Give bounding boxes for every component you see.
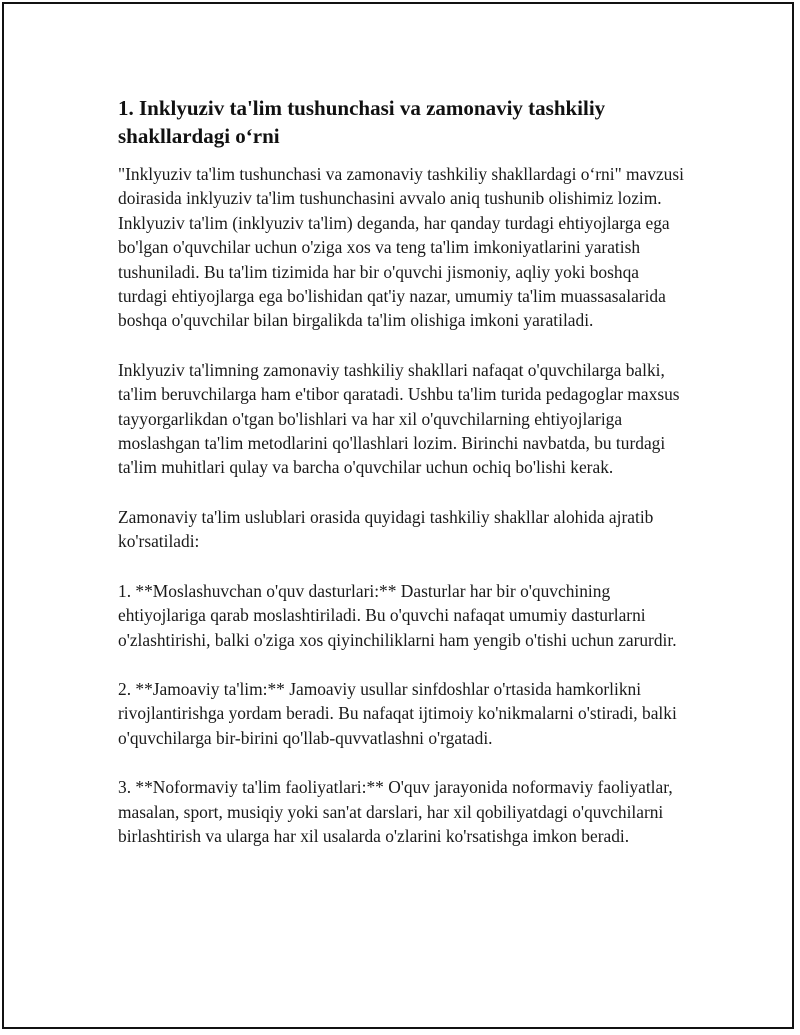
paragraph-list-intro: Zamonaviy ta'lim uslublari orasida quyidagi tashkiliy shakllar alohida ajratib ko'rsatiladi: — [118, 506, 654, 552]
paragraph-organizational-forms: Inklyuziv ta'limning zamonaviy tashkiliy shakllari nafaqat o'quvchilarga balki, ta'lim beruvchilarga ham e'tibor qaratadi. Ushbu ta'lim turida pedagoglar maxsus tayyorgarlikdan o'tgan bo'lishlari va har xil o'quvchilarning ehtiyojlariga moslashgan ta'lim metodlarini qo'llashlari lozim. Birinchi navbatda, bu turdagi ta'lim muhitlari qulay va barcha o'quvchilar uchun ochiq bo'lishi kerak. — [118, 359, 680, 478]
list-item-nonformal-activities: 3. **Noformaviy ta'lim faoliyatlari:** O'quv jarayonida noformaviy faoliyatlar, masalan, sport, musiqiy yoki san'at darslari, har xil qobiliyatdagi o'quvchilarni birlashtirish va ularga har xil usalarda o'zlarini ko'rsatishga imkon beradi. — [118, 777, 673, 846]
list-item-collaborative-learning: 2. **Jamoaviy ta'lim:** Jamoaviy usullar sinfdoshlar o'rtasida hamkorlikni rivojlantirishga yordam beradi. Bu nafaqat ijtimoiy ko'nikmalarni o'stiradi, balki o'quvchilarga bir-birini qo'llab-quvvatlashni o'rgatadi. — [118, 678, 677, 748]
paragraph-intro: "Inklyuziv ta'lim tushunchasi va zamonaviy tashkiliy shakllardagi o‘rni" mavzusi doirasida inklyuziv ta'lim tushunchasini avvalo aniq tushunib olishimiz lozim. Inklyuziv ta'lim (inklyuziv ta'lim) deganda, har qanday turdagi ehtiyojlarga ega bo'lgan o'quvchilar uchun o'ziga xos va teng ta'lim imkoniyatlarini yaratish tushuniladi. Bu ta'lim tizimida har bir o'quvchi jismoniy, aqliy yoki boshqa turdagi ehtiyojlarga ega bo'lishidan qat'iy nazar, umumiy ta'lim muassasalarida boshqa o'quvchilar bilan birgalikda ta'lim olishiga imkoni yaratiladi. — [118, 164, 684, 331]
document-body — [118, 94, 692, 873]
list-item-flexible-curricula: 1. **Moslashuvchan o'quv dasturlari:** Dasturlar har bir o'quvchining ehtiyojlariga qarab moslashtiriladi. Bu o'quvchi nafaqat umumiy dasturlarni o'zlashtirishi, balki o'ziga xos qiyinchiliklarni ham yengib o'tishi uchun zarurdir. — [118, 580, 677, 650]
document-title: 1. Inklyuziv ta'lim tushunchasi va zamonaviy tashkiliy shakllardagi o‘rni — [118, 96, 606, 148]
